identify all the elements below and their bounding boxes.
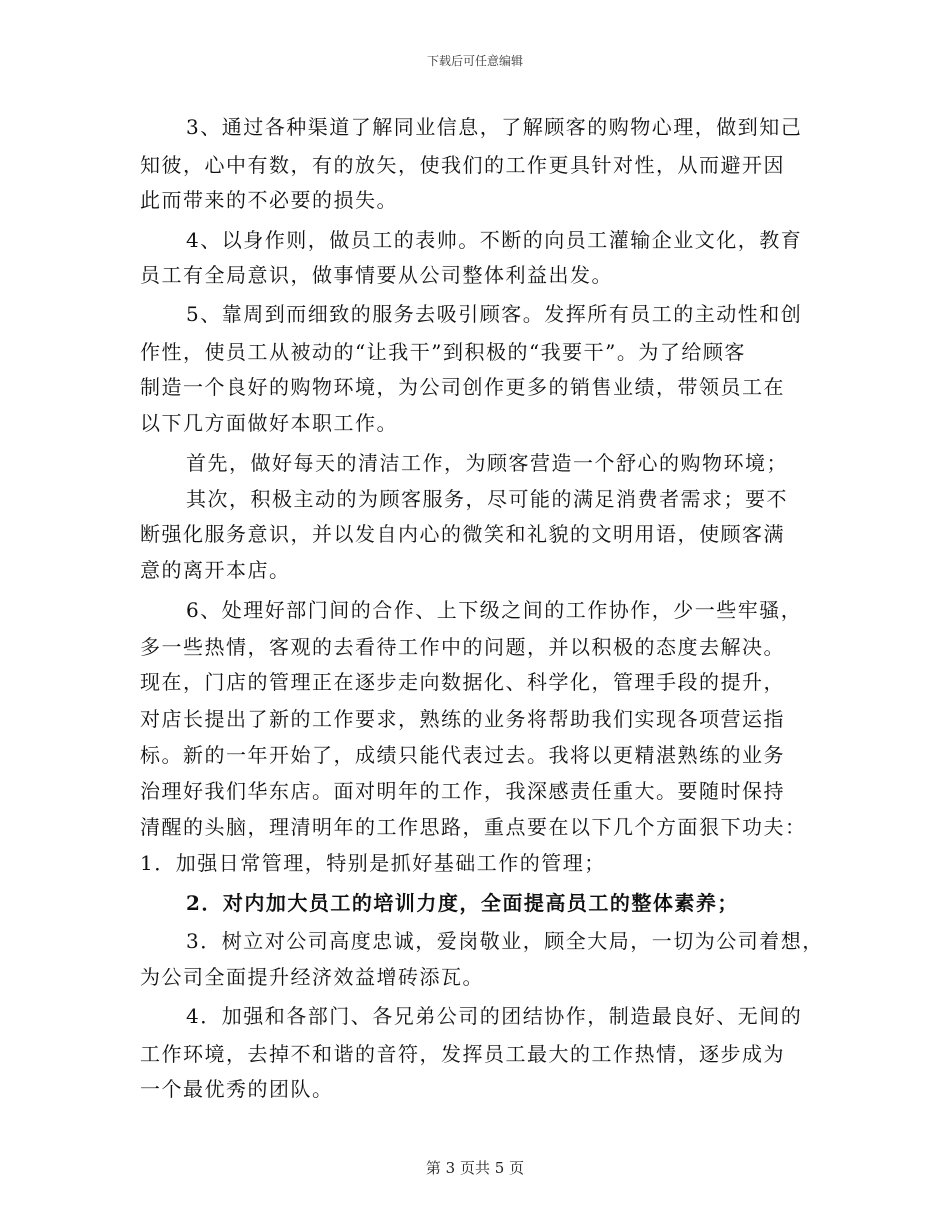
- paragraph-line: 3．树立对公司高度忠诚，爱岗敬业，顾全大局，一切为公司着想，: [186, 929, 824, 953]
- paragraph-line: 意的离开本店。: [140, 558, 291, 582]
- paragraph-line: 以下几方面做好本职工作。: [140, 411, 398, 435]
- paragraph-line: 6、处理好部门间的合作、上下级之间的工作协作，少一些牢骚，: [186, 598, 803, 622]
- paragraph-line: 多一些热情，客观的去看待工作中的问题，并以积极的态度去解决。: [140, 635, 785, 659]
- paragraph-line: 工作环境，去掉不和谐的音符，发挥员工最大的工作热情，逐步成为: [140, 1042, 785, 1066]
- paragraph-line: 4、以身作则，做员工的表帅。不断的向员工灌输企业文化，教育: [186, 228, 803, 252]
- page-header: 下载后可任意编辑: [426, 54, 523, 68]
- paragraph-line: 3、通过各种渠道了解同业信息，了解顾客的购物心理，做到知己: [186, 115, 803, 139]
- paragraph-line: 其次，积极主动的为顾客服务，尽可能的满足消费者需求；要不: [186, 487, 788, 511]
- paragraph-line: 5、靠周到而细致的服务去吸引顾客。发挥所有员工的主动性和创: [186, 302, 803, 326]
- paragraph-line: 2．对内加大员工的培训力度，全面提高员工的整体素养；: [186, 891, 739, 915]
- paragraph-line: 制造一个良好的购物环境，为公司创作更多的销售业绩，带领员工在: [140, 375, 785, 399]
- paragraph-line: 清醒的头脑，理清明年的工作思路，重点要在以下几个方面狠下功夫：: [140, 815, 807, 839]
- paragraph-line: 此而带来的不必要的损失。: [140, 188, 398, 212]
- paragraph-line: 员工有全局意识，做事情要从公司整体利益出发。: [140, 263, 613, 287]
- paragraph-line: 对店长提出了新的工作要求，熟练的业务将帮助我们实现各项营运指: [140, 707, 785, 731]
- paragraph-line: 1．加强日常管理，特别是抓好基础工作的管理；: [140, 851, 606, 875]
- paragraph-line: 知彼，心中有数，有的放矢，使我们的工作更具针对性，从而避开因: [140, 153, 785, 177]
- paragraph-line: 现在，门店的管理正在逐步走向数据化、科学化，管理手段的提升，: [140, 670, 785, 694]
- paragraph-line: 标。新的一年开始了，成绩只能代表过去。我将以更精湛熟练的业务: [140, 743, 785, 767]
- paragraph-line: 一个最优秀的团队。: [140, 1077, 334, 1101]
- paragraph-line: 治理好我们华东店。面对明年的工作，我深感责任重大。要随时保持: [140, 779, 785, 803]
- paragraph-line: 4．加强和各部门、各兄弟公司的团结协作，制造最良好、无间的: [186, 1004, 803, 1028]
- paragraph-line: 首先，做好每天的清洁工作，为顾客营造一个舒心的购物环境；: [186, 451, 788, 475]
- page-footer: 第 3 页共 5 页: [425, 1159, 525, 1177]
- paragraph-line: 作性，使员工从被动的“让我干”到积极的“我要干”。为了给顾客: [140, 340, 746, 364]
- paragraph-line: 为公司全面提升经济效益增砖添瓦。: [140, 965, 484, 989]
- paragraph-line: 断强化服务意识，并以发自内心的微笑和礼貌的文明用语，使顾客满: [140, 522, 785, 546]
